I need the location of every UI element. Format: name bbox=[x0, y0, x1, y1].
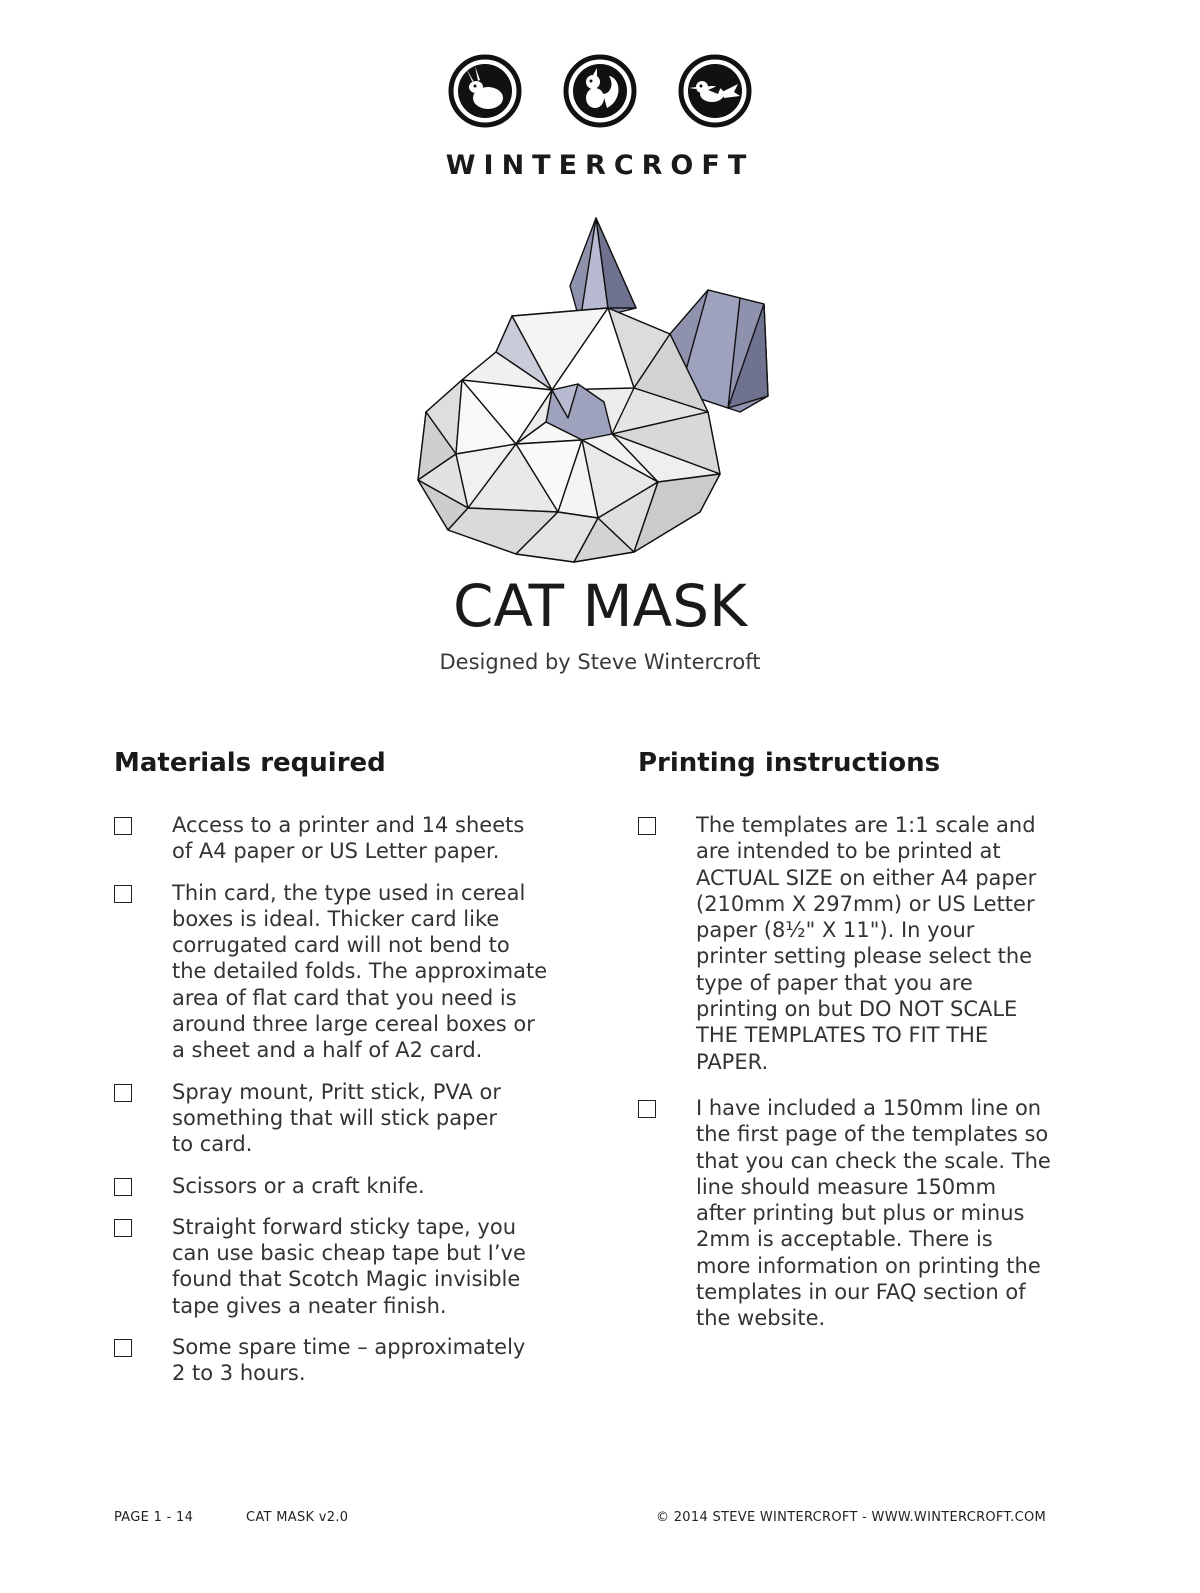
materials-item-text: Thin card, the type used in cereal boxes is ideal. Thicker card like corrugated card will not bend to the detailed folds. The approximate area of flat card that you need is around three large cereal boxes or a sheet and a half of A2 card. bbox=[172, 880, 548, 1063]
checkbox[interactable] bbox=[114, 1084, 132, 1102]
printing-item bbox=[638, 1095, 1078, 1332]
cat-mask-illustration bbox=[408, 212, 788, 582]
materials-item bbox=[114, 1214, 574, 1319]
materials-item bbox=[114, 1079, 574, 1158]
footer-copyright: © 2014 STEVE WINTERCROFT - WWW.WINTERCROFT.COM bbox=[656, 1510, 1047, 1525]
materials-item bbox=[114, 1173, 574, 1199]
checkbox[interactable] bbox=[638, 817, 656, 835]
checkbox[interactable] bbox=[114, 817, 132, 835]
footer-version: CAT MASK v2.0 bbox=[246, 1510, 349, 1525]
materials-section bbox=[114, 748, 574, 1402]
checkbox[interactable] bbox=[114, 1178, 132, 1196]
printing-item bbox=[638, 812, 1078, 1075]
printing-item-text: I have included a 150mm line on the first page of the templates so that you can check the scale. The line should measure 150mm after printing but plus or minus 2mm is acceptable. There is more information on printing the templates in our FAQ section of the website. bbox=[696, 1095, 1051, 1331]
materials-item-text: Some spare time – approximately 2 to 3 hours. bbox=[172, 1335, 526, 1386]
squirrel-icon bbox=[563, 54, 637, 128]
page-title: CAT MASK bbox=[452, 572, 748, 640]
materials-item-text: Straight forward sticky tape, you can use basic cheap tape but I’ve found that Scotch Magic invisible tape gives a neater finish. bbox=[172, 1214, 526, 1318]
printing-item-text: The templates are 1:1 scale and are intended to be printed at ACTUAL SIZE on either A4 paper (210mm X 297mm) or US Letter paper (8½" X 11"). In your printer setting please select the type of paper that you are printing on but DO NOT SCALE THE TEMPLATES TO FIT THE PAPER. bbox=[696, 813, 1037, 1074]
materials-item bbox=[114, 812, 574, 865]
designer-credit: Designed by Steve Wintercroft bbox=[439, 650, 761, 674]
materials-item bbox=[114, 1334, 574, 1387]
logo-row bbox=[0, 54, 1200, 128]
materials-item-text: Access to a printer and 14 sheets of A4 paper or US Letter paper. bbox=[172, 813, 525, 864]
bird-icon bbox=[678, 54, 752, 128]
checkbox[interactable] bbox=[638, 1100, 656, 1118]
checkbox[interactable] bbox=[114, 1339, 132, 1357]
checkbox[interactable] bbox=[114, 1219, 132, 1237]
printing-heading: Printing instructions bbox=[638, 748, 941, 778]
rabbit-icon bbox=[448, 54, 522, 128]
printing-section bbox=[638, 748, 1078, 1347]
materials-item-text: Scissors or a craft knife. bbox=[172, 1173, 425, 1198]
materials-item-text: Spray mount, Pritt stick, PVA or something that will stick paper to card. bbox=[172, 1079, 501, 1157]
footer-page-number: PAGE 1 - 14 bbox=[114, 1510, 194, 1525]
materials-item bbox=[114, 880, 574, 1064]
checkbox[interactable] bbox=[114, 885, 132, 903]
brand-wordmark: WINTERCROFT bbox=[445, 150, 755, 181]
materials-heading: Materials required bbox=[114, 748, 386, 778]
